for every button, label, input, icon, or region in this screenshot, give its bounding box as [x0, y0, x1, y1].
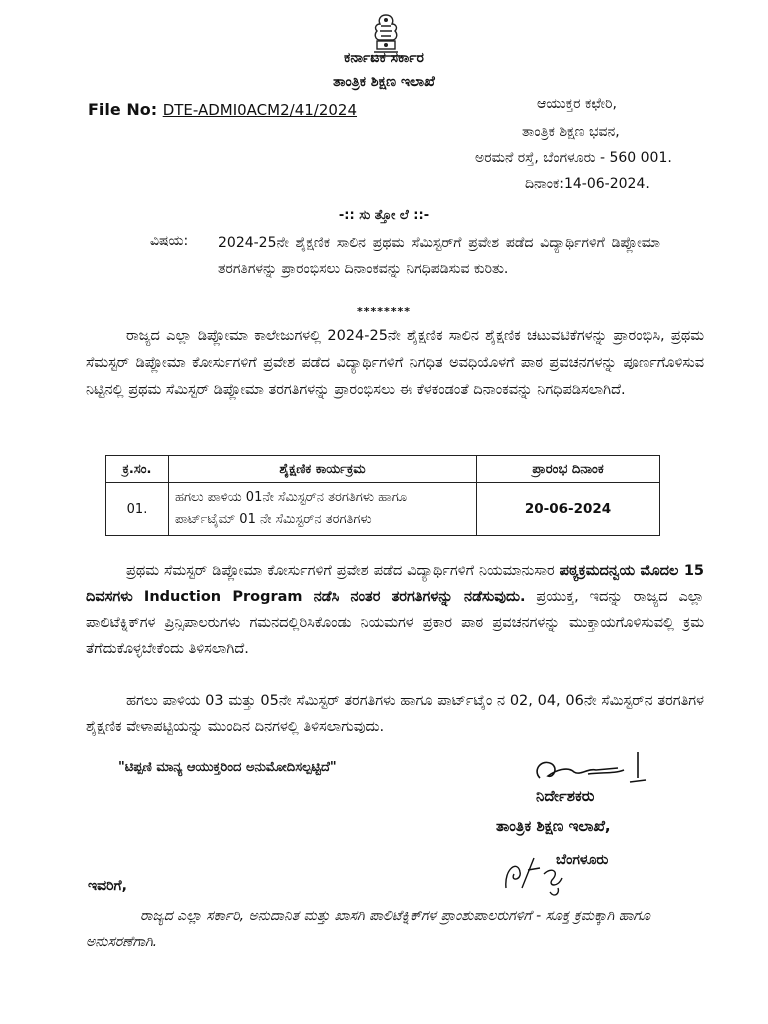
signatory-title: ನಿರ್ದೇಶಕರು [536, 787, 595, 805]
body-paragraph-3: ಹಗಲು ಪಾಳಿಯ 03 ಮತ್ತು 05ನೇ ಸೆಮಿಸ್ಟರ್ ತರಗತಿಗಳು ಹಾಗೂ ಪಾರ್ಟ್‌ಟೈಂ ನ 02, 04, 06ನೇ ಸೆಮಿಸ್ಟರ್‌ನ ತರಗತಿಗಳ ಶೈಕ್ಷಣಿಕ ವೇಳಾಪಟ್ಟಿಯನ್ನು ಮುಂದಿನ ದಿನಗಳಲ್ಲಿ ತಿಳಿಸಲಾಗುವುದು. [86, 693, 704, 735]
para2-bold: ಪಠ್ಯಕ್ರಮದನ್ವಯ ಮೊದಲ 15 ದಿವಸಗಳು Induction Program ನಡೆಸಿ ನಂತರ ತರಗತಿಗಳನ್ನು ನಡೆಸುವುದು. [86, 563, 704, 605]
address-line-2: ತಾಂತ್ರಿಕ ಶಿಕ್ಷಣ ಭವನ, [522, 124, 620, 140]
table-header-row [106, 456, 660, 483]
file-number-label: File No: [88, 100, 158, 119]
file-number-value: DTE-ADMI0ACM2/41/2024 [162, 101, 358, 119]
body-paragraph-2 [86, 558, 704, 662]
recipients-text: ರಾಜ್ಯದ ಎಲ್ಲಾ ಸರ್ಕಾರಿ, ಅನುದಾನಿತ ಮತ್ತು ಖಾಸಗಿ ಪಾಲಿಟೆಕ್ನಿಕ್‌ಗಳ ಪ್ರಾಂಶುಪಾಲರುಗಳಿಗೆ - ಸೂಕ್ತ ಕ್ರಮಕ್ಕಾಗಿ ಹಾಗೂ ಅನುಸರಣೆಗಾಗಿ. [86, 908, 650, 950]
separator: ******** [356, 305, 412, 318]
address-line-3: ಅರಮನೆ ರಸ್ತೆ, ಬೆಂಗಳೂರು - 560 001. [475, 150, 672, 166]
para2-part1: ಪ್ರಥಮ ಸೆಮಸ್ಟರ್ ಡಿಪ್ಲೋಮಾ ಕೋರ್ಸುಗಳಿಗೆ ಪ್ರವೇಶ ಪಡೆದ ವಿದ್ಯಾರ್ಥಿಗಳಿಗೆ ನಿಯಮಾನುಸಾರ [126, 563, 560, 579]
subject-label: ವಿಷಯ: [150, 233, 189, 249]
cell-sl: 01. [106, 483, 169, 536]
file-number [88, 100, 357, 119]
column-header-program: ಶೈಕ್ಷಣಿಕ ಕಾರ್ಯಕ್ರಮ [169, 456, 477, 483]
cell-start-date: 20-06-2024 [477, 483, 660, 536]
recipients-label: ಇವರಿಗೆ, [88, 878, 127, 894]
address-line-1: ಆಯುಕ್ತರ ಕಛೇರಿ, [537, 96, 617, 112]
body-paragraph-1: ರಾಜ್ಯದ ಎಲ್ಲಾ ಡಿಪ್ಲೋಮಾ ಕಾಲೇಜುಗಳಲ್ಲಿ 2024-25ನೇ ಶೈಕ್ಷಣಿಕ ಸಾಲಿನ ಶೈಕ್ಷಣಿಕ ಚಟುವಟಿಕೆಗಳನ್ನು ಪ್ರಾರಂಭಿಸಿ, ಪ್ರಥಮ ಸೆಮಸ್ಟರ್ ಡಿಪ್ಲೋಮಾ ಕೋರ್ಸುಗಳಿಗೆ ಪ್ರವೇಶ ಪಡೆದ ವಿದ್ಯಾರ್ಥಿಗಳಿಗೆ ನಿಗಧಿತ ಅವಧಿಯೊಳಗೆ ಪಾಠ ಪ್ರವಚನಗಳನ್ನು ಪೂರ್ಣಗೊಳಿಸುವ ನಿಟ್ಟಿನಲ್ಲಿ ಪ್ರಥಮ ಸೆಮಿಸ್ಟರ್ ಡಿಪ್ಲೋಮಾ ತರಗತಿಗಳನ್ನು ಪ್ರಾರಂಭಿಸಲು ಈ ಕೆಳಕಂಡಂತೆ ದಿನಾಂಕವನ್ನು ನಿಗಧಿಪಡಿಸಲಾಗಿದೆ. [86, 328, 704, 398]
subject-text: 2024-25ನೇ ಶೈಕ್ಷಣಿಕ ಸಾಲಿನ ಪ್ರಥಮ ಸೆಮಿಸ್ಟರ್‌ಗೆ ಪ್ರವೇಶ ಪಡೆದ ವಿದ್ಯಾರ್ಥಿಗಳಿಗೆ ಡಿಪ್ಲೋಮಾ ತರಗತಿಗಳನ್ನು ಪ್ರಾರಂಭಿಸಲು ದಿನಾಂಕವನ್ನು ನಿಗಧಿಪಡಿಸುವ ಕುರಿತು. [218, 235, 660, 277]
schedule-table [105, 455, 660, 536]
letter-date: ದಿನಾಂಕ:14-06-2024. [525, 176, 650, 192]
column-header-date: ಪ್ರಾರಂಭ ದಿನಾಂಕ [477, 456, 660, 483]
approval-note: "ಟಿಪ್ಪಣಿ ಮಾನ್ಯ ಆಯುಕ್ತರಿಂದ ಅನುಮೋದಿಸಲ್ಪಟ್ಟಿದೆ" [118, 760, 337, 775]
column-header-sl: ಕ್ರ.ಸಂ. [106, 456, 169, 483]
signatory-department: ತಾಂತ್ರಿಕ ಶಿಕ್ಷಣ ಇಲಾಖೆ, [496, 817, 611, 835]
table-row [106, 483, 660, 536]
cell-program: ಹಗಲು ಪಾಳಿಯ 01ನೇ ಸೆಮಿಸ್ಟರ್‌ನ ತರಗತಿಗಳು ಹಾಗೂ ಪಾರ್ಟ್‌ಟೈಮ್ 01 ನೇ ಸೆಮಿಸ್ಟರ್‌ನ ತರಗತಿಗಳು [169, 483, 477, 536]
letterhead-department: ತಾಂತ್ರಿಕ ಶಿಕ್ಷಣ ಇಲಾಖೆ [333, 74, 435, 90]
para2-part2: ಪ್ರಯುಕ್ತ, ಇದನ್ನು ರಾಜ್ಯದ ಎಲ್ಲಾ ಪಾಲಿಟೆಕ್ನಿಕ್‌ಗಳ ಪ್ರಿನ್ಸಿಪಾಲರುಗಳು ಗಮನದಲ್ಲಿರಿಸಿಕೊಂಡು ನಿಯಮಗಳ ಪ್ರಕಾರ ಪಾಠ ಪ್ರವಚನಗಳನ್ನು ಮುಕ್ತಾಯಗೊಳಿಸುವಲ್ಲಿ ಕ್ರಮ ತೆಗೆದುಕೊಳ್ಳಬೇಕೆಂದು ತಿಳಿಸಲಾಗಿದೆ. [86, 589, 704, 657]
circular-heading: -:: ಸು ತ್ತೋ ಲೆ ::- [338, 208, 430, 223]
signatory-city: ಬೆಂಗಳೂರು [556, 852, 609, 868]
letterhead-government: ಕರ್ನಾಟಕ ಸರ್ಕಾರ [344, 50, 424, 66]
